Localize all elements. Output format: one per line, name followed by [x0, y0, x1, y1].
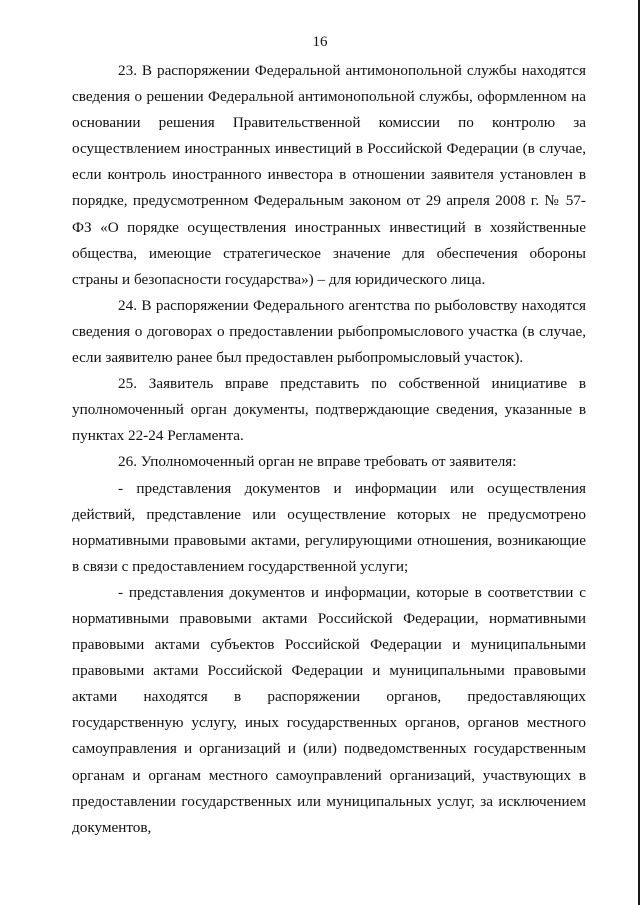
list-item-documents: - представления документов и информации, которые в соответствии с нормативными правовыми актами Российской Федерации, нормативными правовыми актами субъектов Российской Федерации и муниципальными правовыми актами Российской Федерации и муниципальными правовыми актами находятся в распоряжении органов, предоставляющих государственную услугу, иных государственных органов, органов местного самоуправления и организаций и (или) подведомственных государственным органам и органам местного самоуправлений организаций, участвующих в предоставлении государственных или муниципальных услуг, за исключением документов,	[72, 583, 586, 836]
paragraph-23: 23. В распоряжении Федеральной антимонопольной службы находятся сведения о решении Федеральной антимонопольной службы, оформленном на основании решения Правительственной комиссии по контролю за осуществлением иностранных инвестиций в Российской Федерации (в случае, если контроль иностранного инвестора в отношении заявителя установлен в порядке, предусмотренном Федеральным законом от 29 апреля 2008 г. № 57-ФЗ «О порядке осуществления иностранных инвестиций в хозяйственные общества, имеющие стратегическое значение для обеспечения обороны страны и безопасности государства») – для юридического лица.	[72, 62, 586, 288]
paragraph-24: 24. В распоряжении Федерального агентства по рыболовству находятся сведения о договорах о предоставлении рыбопромыслового участка (в случае, если заявителю ранее был предоставлен рыбопромысловый участок).	[72, 296, 586, 367]
document-body	[72, 58, 586, 841]
paragraph-26: 26. Уполномоченный орган не вправе требовать от заявителя:	[118, 453, 517, 471]
page-number: 16	[312, 34, 328, 50]
list-item-actions: - представления документов и информации или осуществления действий, представление или осуществление которых не предусмотрено нормативными правовыми актами, регулирующими отношения, возникающие в связи с предоставлением государственной услуги;	[72, 479, 586, 575]
paragraph-25: 25. Заявитель вправе представить по собственной инициативе в уполномоченный орган документы, подтверждающие сведения, указанные в пунктах 22-24 Регламента.	[72, 375, 586, 445]
